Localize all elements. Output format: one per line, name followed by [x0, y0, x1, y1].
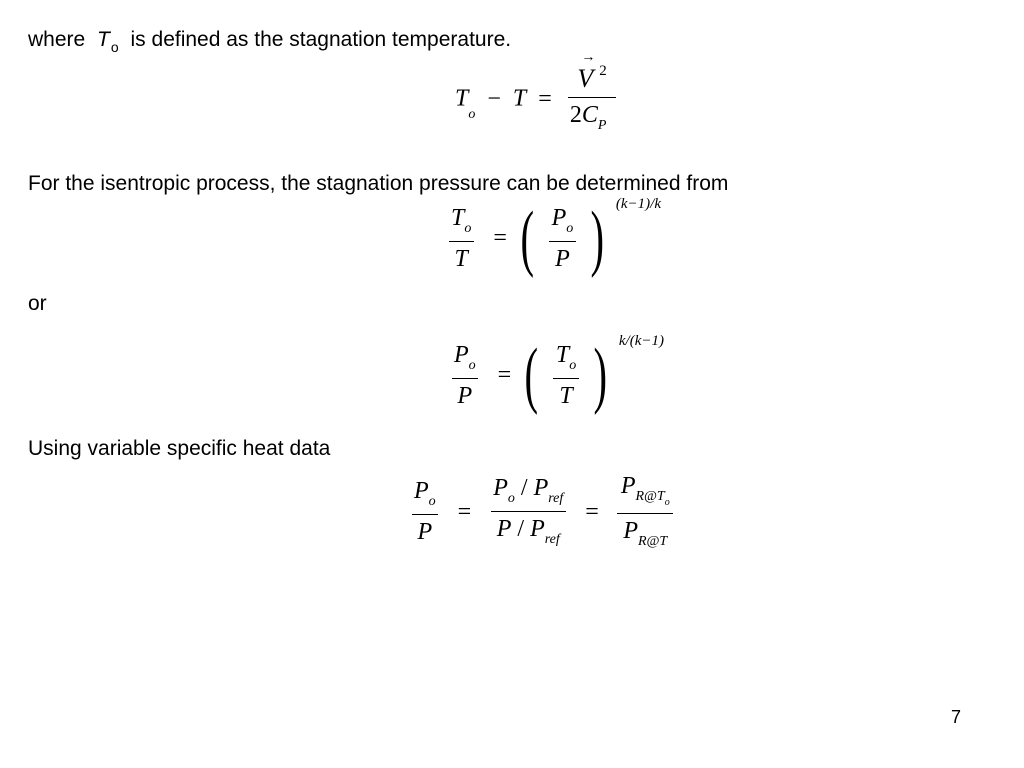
eq1-den-C: C — [581, 102, 598, 128]
to-symbol: T — [97, 28, 110, 51]
eq3-inner-den-T: T — [559, 382, 573, 409]
eq1-den-sub: P — [597, 118, 607, 133]
eq2-num-sub: o — [464, 220, 472, 236]
eq1-equals: = — [538, 85, 552, 112]
eq2-inner-fraction — [546, 206, 580, 271]
eq1-rhs-T: T — [512, 85, 527, 112]
eq4-f3-den-sub: R@T — [638, 534, 668, 549]
eq2-inner-num-sub: o — [566, 220, 574, 236]
eq3-inner-num-sub: o — [569, 357, 577, 373]
eq4-f2-num-P: P — [493, 475, 508, 501]
eq4-f3-num-P: P — [620, 473, 636, 499]
stagnation-temperature-text — [28, 28, 511, 53]
eq1-lhs-sub: o — [468, 107, 476, 123]
eq1-exponent: 2 — [599, 63, 607, 79]
eq3-den-P: P — [457, 382, 473, 409]
eq4-f2-den-P2: P — [530, 516, 545, 542]
eq4-f1-num-P: P — [414, 478, 429, 504]
page-number: 7 — [951, 707, 962, 727]
eq4-f2-den-P: P — [496, 516, 512, 542]
eq3-equals: = — [497, 362, 512, 389]
eq3-inner-num-T: T — [555, 341, 570, 368]
equation-relative-pressure — [404, 474, 680, 549]
eq3-lhs-fraction — [448, 343, 482, 408]
eq4-f2-den-sub: ref — [544, 532, 560, 547]
eq4-fraction-2 — [487, 476, 569, 547]
eq3-exponent: k/(k−1) — [618, 332, 664, 349]
eq2-inner-den-P: P — [555, 245, 570, 272]
eq1-num-V: V — [577, 64, 594, 93]
eq4-f2-num-slash: / — [514, 475, 534, 501]
where-suffix: is defined as the stagnation temperature. — [130, 28, 512, 51]
isentropic-text: For the isentropic process, the stagnation pressure can be determined from — [28, 172, 729, 195]
equation-stagnation-temperature — [455, 50, 620, 133]
eq4-equals-2: = — [585, 498, 599, 525]
eq1-lhs-T: T — [455, 85, 469, 112]
eq2-inner-num-P: P — [551, 204, 567, 231]
eq2-num-T: T — [451, 204, 465, 231]
eq4-f1-den-P: P — [417, 519, 433, 545]
eq3-open-paren: ( — [524, 334, 539, 416]
eq3-num-P: P — [454, 341, 469, 368]
eq2-close-paren: ) — [590, 197, 605, 279]
or-text: or — [28, 292, 47, 315]
eq4-f2-num-P2: P — [533, 475, 549, 501]
eq2-equals: = — [493, 225, 507, 252]
eq2-exponent: (k−1)/k — [615, 195, 661, 212]
eq1-den-coef: 2 — [569, 102, 582, 128]
eq4-f2-num-sub: o — [507, 491, 515, 506]
where-prefix: where — [28, 28, 86, 51]
eq3-inner-fraction — [550, 343, 582, 408]
eq3-close-paren: ) — [593, 334, 608, 416]
eq3-num-sub: o — [468, 357, 476, 373]
eq2-open-paren: ( — [520, 197, 535, 279]
to-subscript: o — [110, 39, 119, 55]
eq4-f3-den-P: P — [623, 518, 638, 544]
eq2-lhs-fraction — [445, 206, 477, 271]
eq4-f1-num-sub: o — [428, 494, 436, 509]
eq4-fraction-3 — [615, 474, 676, 549]
eq4-f3-num-sub: R@T — [635, 489, 665, 504]
eq4-f2-den-slash: / — [511, 516, 531, 542]
equation-pressure-ratio-from-temp-inverse — [444, 332, 664, 416]
eq4-equals-1: = — [457, 498, 472, 525]
equation-pressure-ratio-from-temp — [441, 195, 661, 279]
eq4-f2-num-sub2: ref — [548, 491, 564, 506]
eq1-minus: − — [487, 85, 501, 112]
eq1-fraction — [568, 50, 617, 133]
eq2-den-T: T — [454, 245, 468, 272]
eq4-fraction-1 — [408, 479, 442, 544]
eq4-f3-num-subsub: o — [664, 497, 670, 508]
vector-arrow-icon: → — [581, 50, 596, 65]
variable-specific-heat-text: Using variable specific heat data — [28, 437, 331, 460]
